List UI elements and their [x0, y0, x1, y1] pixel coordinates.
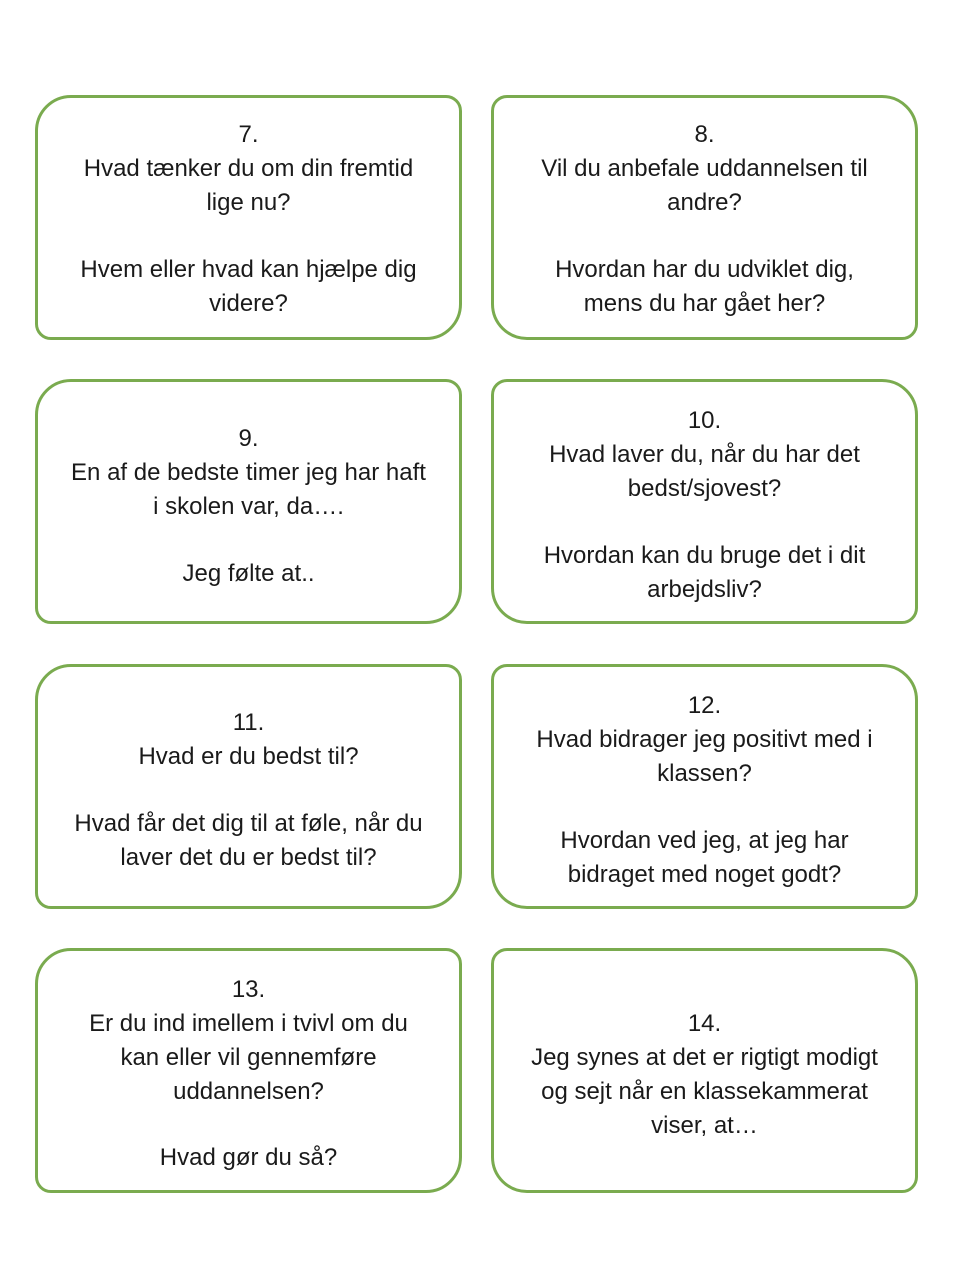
card-question: Er du ind imellem i tvivl om du kan eller vil gennemføre uddannelsen?	[89, 1010, 408, 1105]
card-number: 8.	[694, 121, 715, 148]
question-card-14	[491, 948, 918, 1193]
card-number: 9.	[238, 425, 259, 452]
question-card-13	[35, 948, 462, 1193]
card-question: Vil du anbefale uddannelsen til andre?	[541, 155, 868, 216]
card-followup: Hvem eller hvad kan hjælpe dig videre?	[80, 256, 417, 317]
card-question: Hvad bidrager jeg positivt med i klassen?	[536, 726, 873, 787]
card-number: 12.	[687, 692, 722, 719]
card-number: 10.	[687, 407, 722, 434]
card-question: Hvad laver du, når du har det bedst/sjovest?	[549, 441, 860, 502]
question-card-8	[491, 95, 918, 340]
card-followup: Hvordan kan du bruge det i dit arbejdsliv?	[543, 542, 866, 603]
question-card-10	[491, 379, 918, 624]
card-followup: Jeg følte at..	[182, 560, 315, 587]
card-question: Hvad er du bedst til?	[138, 743, 359, 770]
card-followup: Hvad gør du så?	[159, 1144, 338, 1171]
card-question: Jeg synes at det er rigtigt modigt og sejt når en klassekammerat viser, at…	[531, 1044, 878, 1139]
question-card-7	[35, 95, 462, 340]
question-card-12	[491, 664, 918, 909]
question-card-11	[35, 664, 462, 909]
card-followup: Hvad får det dig til at føle, når du laver det du er bedst til?	[74, 810, 423, 871]
card-question: Hvad tænker du om din fremtid lige nu?	[83, 155, 414, 216]
card-number: 7.	[238, 121, 259, 148]
card-followup: Hvordan ved jeg, at jeg har bidraget med noget godt?	[560, 827, 849, 888]
card-number: 14.	[687, 1010, 722, 1037]
card-number: 13.	[231, 976, 266, 1003]
question-card-9	[35, 379, 462, 624]
card-number: 11.	[232, 709, 265, 736]
card-question: En af de bedste timer jeg har haft i skolen var, da….	[71, 459, 426, 520]
card-followup: Hvordan har du udviklet dig, mens du har gået her?	[555, 256, 854, 317]
